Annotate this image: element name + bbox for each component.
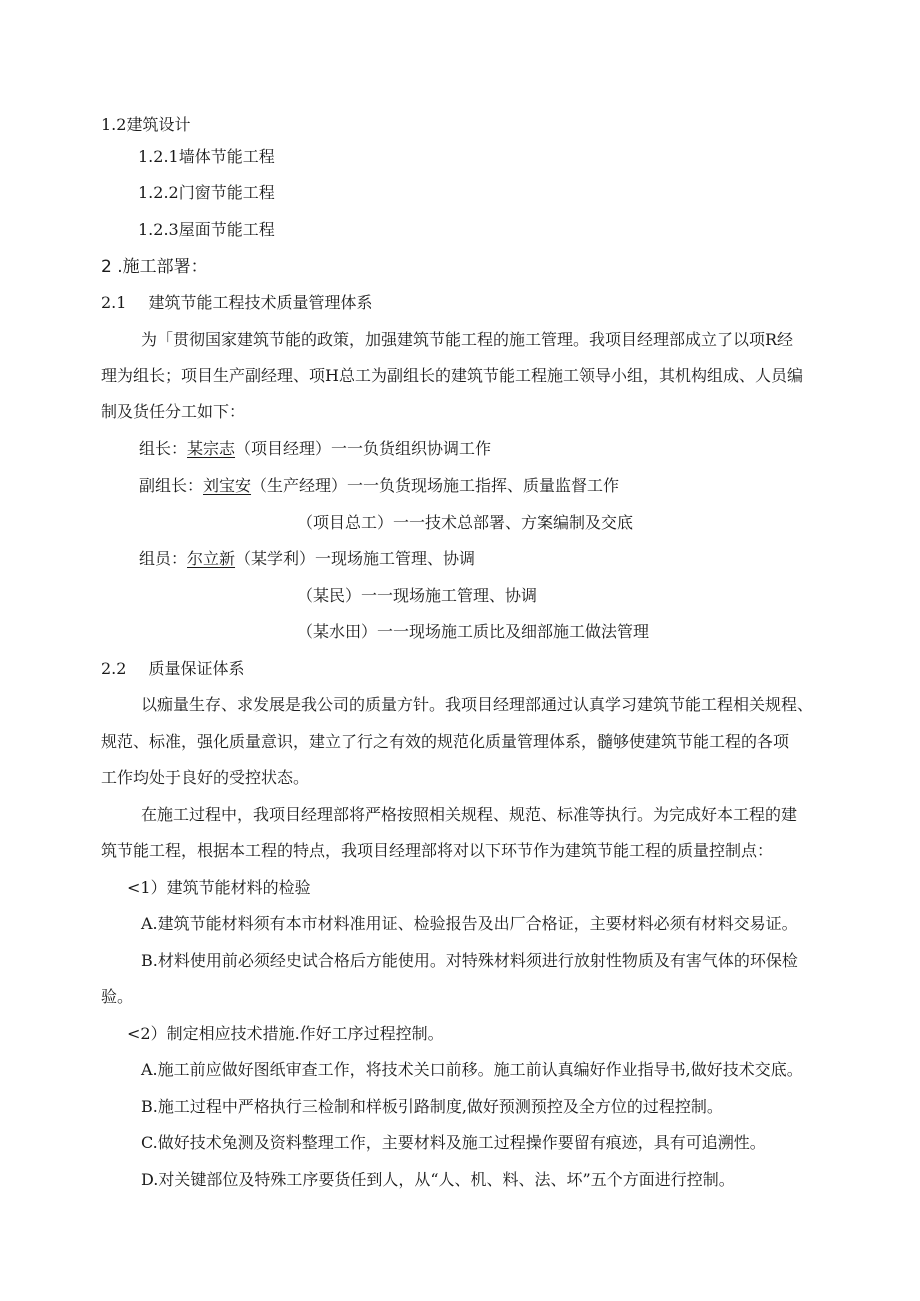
- deputy-label: 副组长：: [139, 476, 204, 495]
- paragraph-line: 以痂量生存、求发展是我公司的质量方针。我项目经理部通过认真学习建筑节能工程相关规程、: [141, 695, 814, 714]
- leader-label: 组长：: [139, 439, 188, 458]
- section-2-heading: 2 .施工部署：: [101, 257, 208, 277]
- section-2-1-title: 建筑节能工程技术质量管理体系: [148, 293, 373, 312]
- section-2-2-title: 质量保证体系: [148, 659, 245, 678]
- deputy-duty: （生产经理）一一负货现场施工指挥、质量监督工作: [251, 476, 620, 495]
- item-2-b: B.施工过程中严格执行三检制和样板引路制度,做好预测预控及全方位的过程控制。: [141, 1097, 723, 1116]
- section-1-2-heading: 1.2建筑设计: [101, 115, 191, 134]
- item-2-a: A.施工前应做好图纸审查工作，将技术关口前移。施工前认真编好作业指导书,做好技术交底。: [141, 1060, 803, 1079]
- paragraph-line: 筑节能工程，根据本工程的特点，我项目经理部将对以下环节作为建筑节能工程的质量控制点：: [101, 841, 774, 860]
- team-deputy2-line: （项目总工）一一技术总部署、方案编制及交底: [297, 513, 634, 532]
- item-2-d: D.对关键部位及特殊工序要货任到人，从“人、机、料、法、坏”五个方面进行控制。: [141, 1170, 735, 1189]
- section-2-2-heading: [101, 658, 244, 680]
- team-member-line: [139, 548, 475, 570]
- team-member3-line: （某水田）一一现场施工质比及细部施工做法管理: [297, 622, 650, 641]
- leader-duty: （项目经理）一一负货组织协调工作: [235, 439, 492, 458]
- section-2-1-heading: [101, 292, 372, 314]
- section-2-1-number: 2.1: [101, 293, 127, 312]
- team-leader-line: [139, 438, 491, 460]
- paragraph-line: 为「贯彻国家建筑节能的政策，加强建筑节能工程的施工管理。我项目经理部成立了以项R经: [141, 330, 794, 349]
- subsection-1-2-2: 1.2.2门窗节能工程: [138, 183, 275, 202]
- item-1-b-line: 验。: [101, 987, 134, 1006]
- item-1-a: A.建筑节能材料须有本市材料准用证、检验报告及出厂合格证，主要材料必须有材料交易证。: [141, 914, 798, 933]
- paragraph-line: 制及货任分工如下：: [101, 402, 246, 421]
- paragraph-line: 在施工过程中，我项目经理部将严格按照相关规程、规范、标准等执行。为完成好本工程的建: [141, 805, 798, 824]
- team-member2-line: （某民）一一现场施工管理、协调: [297, 586, 538, 605]
- paragraph-line: 规范、标准，强化质量意识，建立了行之有效的规范化质量管理体系，髓够使建筑节能工程的各项: [101, 732, 790, 751]
- item-2-title: <2）制定相应技术措施.作好工序过程控制。: [127, 1024, 444, 1043]
- paragraph-line: 工作均处于良好的受控状态。: [101, 768, 310, 787]
- item-1-title: <1）建筑节能材料的检验: [127, 878, 311, 897]
- item-2-c: C.做好技术兔测及资料整理工作，主要材料及施工过程操作要留有痕迹，具有可追溯性。: [141, 1133, 766, 1152]
- member-name: 尔立新: [187, 549, 236, 568]
- subsection-1-2-1: 1.2.1墙体节能工程: [138, 147, 275, 166]
- subsection-1-2-3: 1.2.3屋面节能工程: [138, 220, 275, 239]
- deputy-name: 刘宝安: [203, 476, 252, 495]
- leader-name: 某宗志: [187, 439, 236, 458]
- member-duty: （某学利）一现场施工管理、协调: [235, 549, 476, 568]
- item-1-b-line: B.材料使用前必须经史试合格后方能使用。对特殊材料须进行放射性物质及有害气体的环保检: [141, 951, 798, 970]
- section-2-2-number: 2.2: [101, 659, 127, 678]
- member-label: 组员：: [139, 549, 188, 568]
- team-deputy-line: [139, 475, 619, 497]
- paragraph-line: 理为组长；项目生产副经理、项H总工为副组长的建筑节能工程施工领导小组，其机构组成、人员编: [101, 366, 803, 385]
